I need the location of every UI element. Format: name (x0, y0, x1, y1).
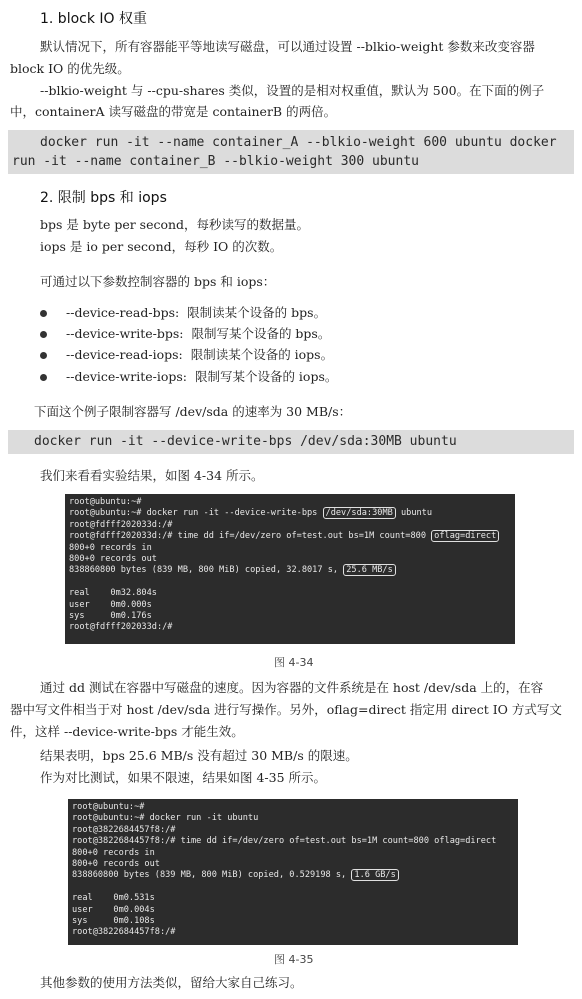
bullet-item: --device-write-iops: 限制写某个设备的 iops。 (66, 369, 338, 384)
bps-definition: bps 是 byte per second，每秒读写的数据量。 (40, 217, 310, 232)
terminal-line: user 0m0.000s (69, 599, 152, 610)
terminal-line: root@3822684457f8:/# (72, 927, 176, 938)
paragraph-line: 可通过以下参数控制容器的 bps 和 iops： (40, 274, 276, 289)
terminal-line: 800+0 records in (72, 847, 155, 858)
bullet-item: --device-read-bps: 限制读某个设备的 bps。 (66, 305, 327, 320)
paragraph-line: 件，这样 --device-write-bps 才能生效。 (10, 724, 244, 739)
terminal-line: sys 0m0.108s (72, 915, 155, 926)
bullet-dot (40, 331, 47, 338)
terminal-line: 838860800 bytes (839 MB, 800 MiB) copied, 32.8017 s, 25.6 MB/s (69, 565, 511, 576)
code-line: docker run -it --device-write-bps /dev/sda:30MB ubuntu (34, 434, 457, 449)
terminal-line: root@3822684457f8:/# time dd if=/dev/zero of=test.out bs=1M count=800 oflag=direct (72, 836, 497, 847)
iops-definition: iops 是 io per second，每秒 IO 的次数。 (40, 239, 283, 254)
paragraph-line: block IO 的优先级。 (10, 61, 130, 76)
bullet-dot (40, 352, 47, 359)
paragraph-line: 中，containerA 读写磁盘的带宽是 containerB 的两倍。 (10, 104, 337, 119)
highlight-box: 1.6 GB/s (351, 869, 398, 881)
terminal-line (69, 577, 511, 588)
terminal-line: root@fdfff202033d:/# time dd if=/dev/zero of=test.out bs=1M count=800 oflag=direct (69, 531, 511, 542)
terminal-line: 838860800 bytes (839 MB, 800 MiB) copied, 0.529198 s, 1.6 GB/s (72, 870, 514, 881)
figure-caption: 图 4-34 (274, 656, 314, 669)
terminal-line: real 0m32.804s (69, 588, 157, 599)
code-block-blkio (8, 130, 574, 174)
terminal-line: sys 0m0.176s (69, 610, 152, 621)
terminal-screenshot-4-34 (65, 494, 515, 644)
paragraph-line: --blkio-weight 与 --cpu-shares 类似，设置的是相对权重值，默认为 500。在下面的例子 (40, 83, 545, 98)
terminal-line: root@ubuntu:~# (72, 802, 145, 812)
code-line: docker run -it --name container_A --blkio-weight 600 ubuntu docker (40, 135, 557, 150)
terminal-line: root@3822684457f8:/# (72, 824, 176, 835)
paragraph-line: 默认情况下，所有容器能平等地读写磁盘，可以通过设置 --blkio-weight 参数来改变容器 (40, 39, 535, 54)
terminal-line: 800+0 records out (69, 553, 157, 564)
terminal-line: root@ubuntu:~# docker run -it --device-write-bps /dev/sda:30MB ubuntu (69, 508, 433, 519)
code-line: run -it --name container_B --blkio-weight 300 ubuntu (12, 154, 419, 169)
highlight-box: /dev/sda:30MB (323, 507, 396, 519)
terminal-line: real 0m0.531s (72, 893, 155, 904)
bullet-item: --device-read-iops: 限制读某个设备的 iops。 (66, 347, 334, 362)
terminal-line: user 0m0.004s (72, 904, 155, 915)
section-heading-bps-iops: 2. 限制 bps 和 iops (40, 190, 167, 206)
terminal-line: 800+0 records in (69, 542, 152, 553)
paragraph-line: 结果表明，bps 25.6 MB/s 没有超过 30 MB/s 的限速。 (40, 748, 358, 763)
paragraph-line: 作为对比测试，如果不限速，结果如图 4-35 所示。 (40, 770, 327, 785)
paragraph-line: 下面这个例子限制容器写 /dev/sda 的速率为 30 MB/s： (34, 404, 352, 419)
terminal-line: root@ubuntu:~# docker run -it ubuntu (72, 813, 259, 824)
code-block-write-bps (8, 430, 574, 454)
bullet-dot (40, 310, 47, 317)
terminal-line: 800+0 records out (72, 858, 160, 869)
highlight-box: 25.6 MB/s (343, 564, 396, 576)
terminal-screenshot-4-35 (68, 799, 518, 945)
figure-caption: 图 4-35 (274, 953, 314, 966)
terminal-line: root@fdfff202033d:/# (69, 519, 173, 530)
paragraph-line: 器中写文件相当于对 host /dev/sda 进行写操作。另外，oflag=direct 指定用 direct IO 方式写文 (10, 702, 562, 717)
paragraph-line: 通过 dd 测试在容器中写磁盘的速度。因为容器的文件系统是在 host /dev/sda 上的，在容 (40, 680, 544, 695)
section-heading-block-io: 1. block IO 权重 (40, 11, 148, 27)
bullet-item: --device-write-bps: 限制写某个设备的 bps。 (66, 326, 331, 341)
paragraph-line: 我们来看看实验结果，如图 4-34 所示。 (40, 468, 264, 483)
terminal-line: root@fdfff202033d:/# (69, 622, 173, 633)
terminal-line (72, 882, 514, 893)
bullet-dot (40, 374, 47, 381)
closing-paragraph: 其他参数的使用方法类似，留给大家自己练习。 (40, 975, 303, 990)
highlight-box: oflag=direct (431, 530, 499, 542)
terminal-line: root@ubuntu:~# (69, 497, 142, 507)
